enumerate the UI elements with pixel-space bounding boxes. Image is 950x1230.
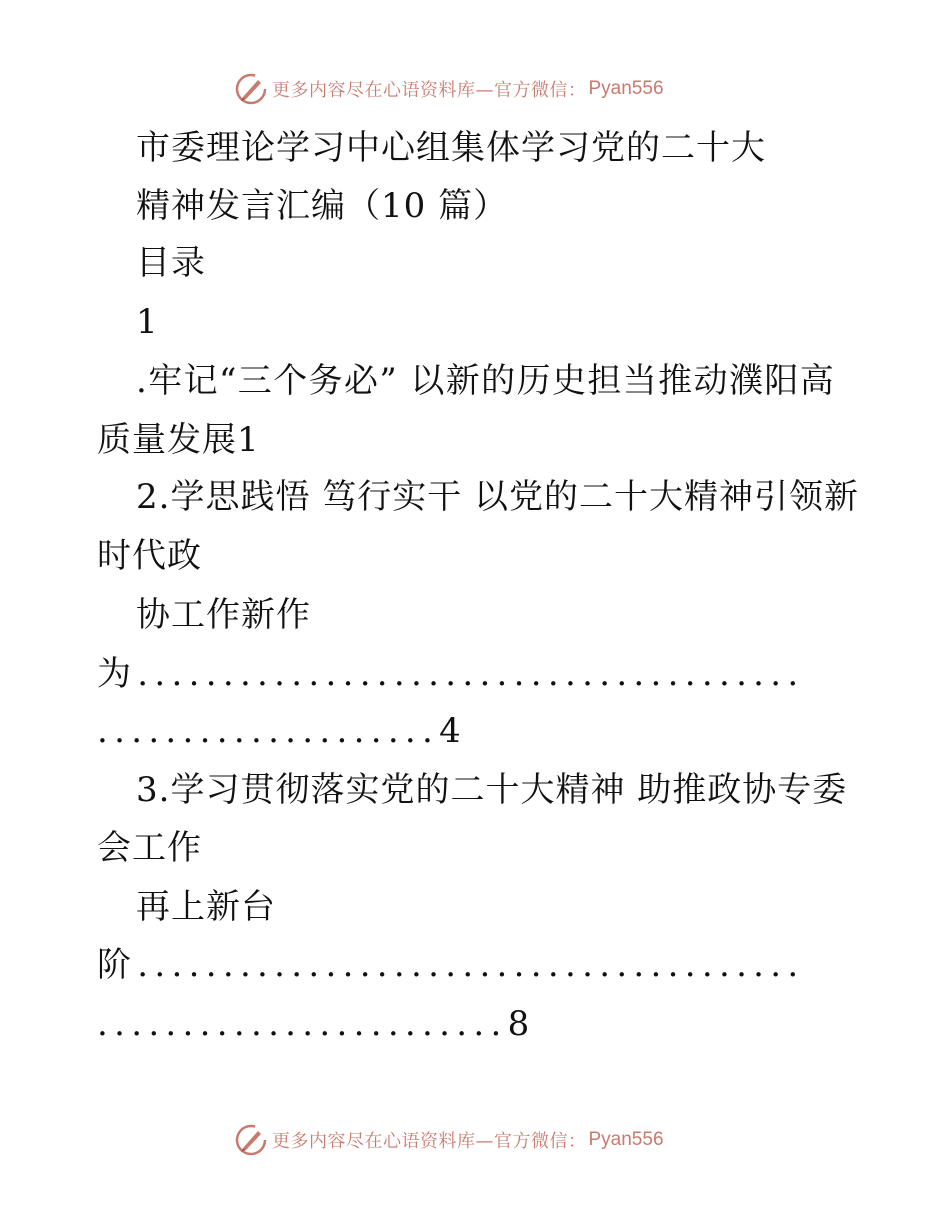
quill-pen-logo-icon: [234, 1123, 268, 1157]
document-title-line-2: 精神发言汇编（10 篇）: [136, 186, 509, 226]
watermark-text: 更多内容尽在心语资料库—官方微信：: [272, 1131, 587, 1152]
toc-line: 会工作: [97, 828, 202, 868]
watermark-header: [234, 70, 664, 108]
toc-line: 1: [136, 302, 159, 342]
document-title-line-1: 市委理论学习中心组集体学习党的二十大: [136, 128, 766, 168]
toc-line: .牢记“三个务必” 以新的历史担当推动濮阳高: [136, 361, 836, 401]
toc-page-number: ........................8: [97, 1004, 536, 1044]
watermark-wechat-id: Pyan556: [588, 78, 664, 99]
toc-line: 再上新台: [136, 887, 276, 927]
toc-dot-leader: 阶.......................................: [97, 945, 805, 985]
watermark-footer: [234, 1121, 664, 1159]
toc-line: 2.学思践悟 笃行实干 以党的二十大精神引领新: [136, 477, 860, 517]
watermark-text: 更多内容尽在心语资料库—官方微信：: [272, 80, 587, 101]
quill-pen-logo-icon: [234, 72, 268, 106]
toc-dot-leader: 为.......................................: [97, 654, 805, 694]
toc-page-number: ....................4: [97, 711, 468, 751]
toc-line: 时代政: [97, 536, 202, 576]
toc-line: 3.学习贯彻落实党的二十大精神 助推政协专委: [136, 770, 848, 810]
watermark-wechat-id: Pyan556: [588, 1129, 664, 1150]
toc-line: 协工作新作: [136, 595, 311, 635]
toc-heading: 目录: [136, 243, 206, 283]
toc-line: 质量发展1: [97, 420, 260, 460]
